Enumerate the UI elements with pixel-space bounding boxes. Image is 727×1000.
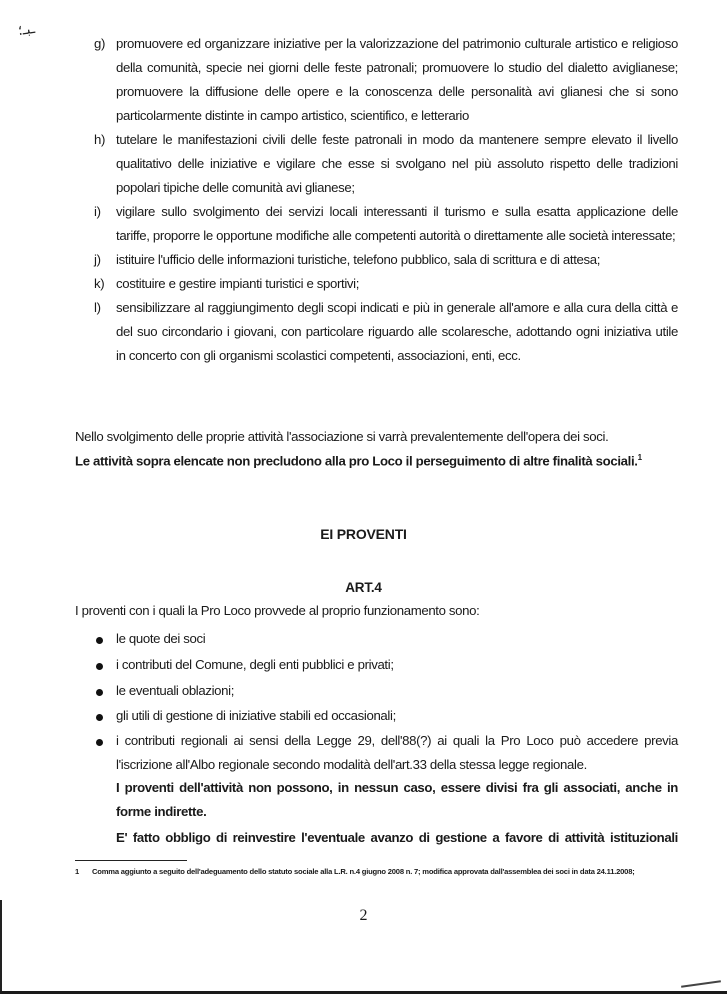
section-title: EI PROVENTI [320,526,407,542]
paragraph-text: Le attività sopra elencate non precludono alla pro Loco il perseguimento di altre finalità sociali. [75,453,638,469]
bold-line: E' fatto obbligo di reinvestire l'eventuale avanzo di gestione a favore di attività istituzionali [116,830,678,845]
list-line: vigilare sullo svolgimento dei servizi locali interessanti il turismo e sulla esatta applicazione delle [116,204,678,219]
bullet-icon [96,663,103,670]
bullet-line: le quote dei soci [116,631,206,646]
bullet-line: l'iscrizione all'Albo regionale secondo modalità dell'art.33 della stessa legge regionale. [116,757,587,772]
footnote-reference: 1 [637,453,642,462]
list-marker: g) [94,36,106,51]
list-marker: k) [94,276,105,291]
bullet-line: gli utili di gestione di iniziative stabili ed occasionali; [116,708,396,723]
list-line: della comunità, specie nei giorni delle feste patronali; promuovere lo studio del dialetto aviglianese; [116,60,678,75]
list-line: sensibilizzare al raggiungimento degli scopi indicati e più in generale all'amore e alla cura della città e [116,300,678,315]
footnote-number: 1 [75,867,80,876]
list-line: tariffe, proporre le opportune modifiche alle competenti autorità o direttamente alle società interessate; [116,228,676,243]
bullet-icon [96,689,103,696]
list-line: istituire l'ufficio delle informazioni turistiche, telefono pubblico, sala di scrittura e di attesa; [116,252,601,267]
bullet-line: i contributi regionali ai sensi della Legge 29, dell'88(?) ai quali la Pro Loco può accedere previa [116,733,678,748]
list-line: in concerto con gli organismi scolastici competenti, associazioni, enti, ecc. [116,348,521,363]
scan-edge-bottom [0,991,727,994]
list-line: promuovere la diffusione delle opere e la conoscenza delle personalità avi glianesi che si sono [116,84,678,99]
bullet-line: i contributi del Comune, degli enti pubblici e privati; [116,657,394,672]
handwritten-mark: ـبـ؛ [16,20,36,40]
bullet-icon [96,739,103,746]
list-line: popolari tipiche delle comunità avi glianese; [116,180,355,195]
list-line: qualitativo delle iniziative e vigilare che esse si svolgano nel più assoluto rispetto delle tradizioni [116,156,678,171]
footnote-divider [75,860,187,861]
paragraph-activities-bold [75,453,642,468]
bullet-icon [96,714,103,721]
list-line: costituire e gestire impianti turistici e sportivi; [116,276,360,291]
list-marker: i) [94,204,101,219]
list-line: promuovere ed organizzare iniziative per la valorizzazione del patrimonio culturale artistico e religioso [116,36,678,51]
bold-line: I proventi dell'attività non possono, in nessun caso, essere divisi fra gli associati, anche in [116,780,678,795]
list-line: del suo circondario i giovani, con particolare riguardo alle scolaresche, adottando ogni iniziativa utile [116,324,678,339]
list-line: particolarmente distinte in campo artistico, scientifico, e letterario [116,108,469,123]
list-line: tutelare le manifestazioni civili delle feste patronali in modo da mantenere sempre elevato il livello [116,132,678,147]
scan-edge-left [0,900,2,994]
footnote-text: Comma aggiunto a seguito dell'adeguamento dello statuto sociale alla L.R. n.4 giugno 2008 n. 7; modifica approvata dall'assemblea dei soci in data 24.11.2008; [92,867,635,876]
list-marker: j) [94,252,101,267]
list-marker: h) [94,132,106,147]
bold-line: forme indirette. [116,804,207,819]
list-marker: l) [94,300,101,315]
paragraph-activities-note: Nello svolgimento delle proprie attività l'associazione si varrà prevalentemente dell'opera dei soci. [75,429,609,444]
page-number: 2 [359,907,368,924]
scan-edge-mark [681,980,721,988]
article-title: ART.4 [345,580,382,595]
article-intro: I proventi con i quali la Pro Loco provvede al proprio funzionamento sono: [75,603,480,618]
bullet-line: le eventuali oblazioni; [116,683,235,698]
bullet-icon [96,637,103,644]
